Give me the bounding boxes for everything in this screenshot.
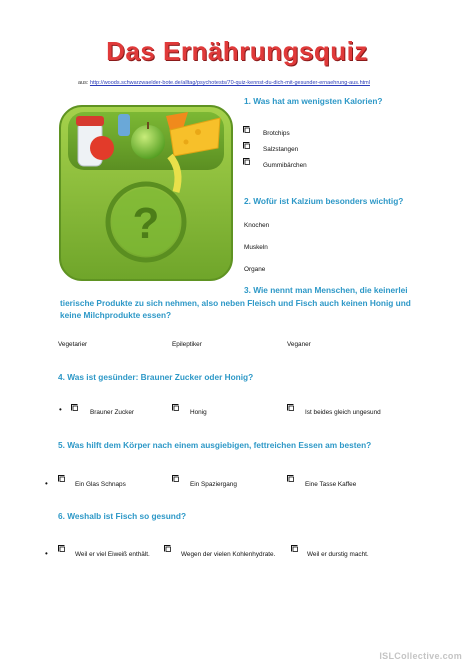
option-q2-a: Knochen bbox=[244, 222, 270, 229]
checkbox-q5-b[interactable] bbox=[172, 475, 179, 482]
question-1: 1. Was hat am wenigsten Kalorien? bbox=[244, 96, 383, 106]
svg-text:?: ? bbox=[132, 199, 160, 248]
checkbox-q5-c[interactable] bbox=[287, 475, 294, 482]
option-q6-a: Weil er viel Eiweiß enthält. bbox=[75, 551, 150, 558]
option-q1-b: Salzstangen bbox=[263, 146, 299, 153]
checkbox-q4-b[interactable] bbox=[172, 404, 179, 411]
option-q6-c: Weil er durstig macht. bbox=[307, 551, 369, 558]
option-q4-c: Ist beides gleich ungesund bbox=[305, 409, 381, 416]
question-3-rest: tierische Produkte zu sich nehmen, also neben Fleisch und Fisch auch keinen Honig und keine Milchprodukte essen? bbox=[60, 298, 411, 320]
option-q2-b: Muskeln bbox=[244, 244, 268, 251]
bullet-q6: • bbox=[45, 549, 48, 558]
checkbox-q4-a[interactable] bbox=[71, 404, 78, 411]
checkbox-q1-c[interactable] bbox=[243, 158, 250, 165]
option-q2-c: Organe bbox=[244, 266, 266, 273]
checkbox-q4-c[interactable] bbox=[287, 404, 294, 411]
checkbox-q6-c[interactable] bbox=[291, 545, 298, 552]
checkbox-q1-a[interactable] bbox=[243, 126, 250, 133]
option-q5-c: Eine Tasse Kaffee bbox=[305, 481, 357, 488]
watermark: ISLCollective.com bbox=[379, 651, 462, 661]
source-prefix: aus: bbox=[78, 80, 89, 86]
option-q4-b: Honig bbox=[190, 409, 207, 416]
option-q1-a: Brotchips bbox=[263, 130, 290, 137]
option-q3-b: Epileptiker bbox=[172, 341, 202, 348]
option-q5-b: Ein Spaziergang bbox=[190, 481, 237, 488]
question-6: 6. Weshalb ist Fisch so gesund? bbox=[58, 511, 187, 521]
food-box-question-icon bbox=[58, 100, 234, 282]
page-title: Das Ernährungsquiz bbox=[106, 36, 368, 66]
checkbox-q6-a[interactable] bbox=[58, 545, 65, 552]
option-q3-c: Veganer bbox=[287, 341, 311, 348]
question-3-line1: 3. Wie nennt man Menschen, die keinerlei bbox=[244, 285, 408, 295]
option-q5-a: Ein Glas Schnaps bbox=[75, 481, 126, 488]
bullet-q5: • bbox=[45, 479, 48, 488]
source-line bbox=[78, 80, 370, 86]
bullet-q4: • bbox=[59, 405, 62, 414]
checkbox-q5-a[interactable] bbox=[58, 475, 65, 482]
option-q6-b: Wegen der vielen Kohlenhydrate. bbox=[181, 551, 276, 558]
source-link[interactable]: http://woods.schwarzwaelder-bote.de/alltag/psychotests/70-quiz-kennst-du-dich-mit-gesunder-ernaehrung-aus.html bbox=[89, 80, 370, 86]
question-4: 4. Was ist gesünder: Brauner Zucker oder Honig? bbox=[58, 372, 254, 382]
question-2: 2. Wofür ist Kalzium besonders wichtig? bbox=[244, 196, 404, 206]
option-q3-a: Vegetarier bbox=[58, 341, 88, 348]
option-q4-a: Brauner Zucker bbox=[90, 409, 135, 416]
option-q1-c: Gummibärchen bbox=[263, 162, 307, 169]
question-5: 5. Was hilft dem Körper nach einem ausgiebigen, fettreichen Essen am besten? bbox=[58, 440, 372, 450]
checkbox-q1-b[interactable] bbox=[243, 142, 250, 149]
checkbox-q6-b[interactable] bbox=[164, 545, 171, 552]
